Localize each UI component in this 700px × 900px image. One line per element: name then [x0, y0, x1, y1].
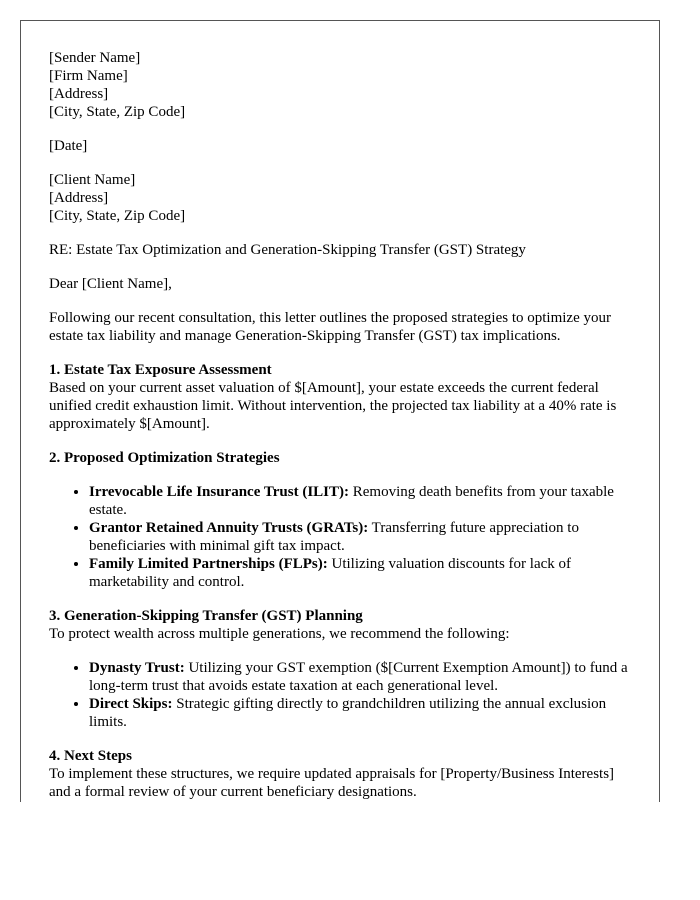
list-item	[89, 695, 631, 731]
list-item-term: Irrevocable Life Insurance Trust (ILIT):	[89, 484, 349, 500]
list-item-text: Utilizing valuation discounts for lack of marketability and control.	[89, 556, 572, 590]
sender-name: [Sender Name]	[49, 50, 141, 66]
section-optimization-strategies	[49, 449, 631, 467]
section-gst-planning	[49, 607, 631, 643]
list-item	[89, 555, 631, 591]
subject-line: RE: Estate Tax Optimization and Generation-Skipping Transfer (GST) Strategy	[49, 242, 526, 258]
client-name: [Client Name]	[49, 172, 136, 188]
salutation: Dear [Client Name],	[49, 276, 172, 292]
list-item-term: Family Limited Partnerships (FLPs):	[89, 556, 328, 572]
list-item-term: Dynasty Trust:	[89, 660, 185, 676]
list-item	[89, 519, 631, 555]
list-item-text: Removing death benefits from your taxable estate.	[89, 484, 614, 518]
gst-list	[49, 659, 631, 731]
list-item	[89, 483, 631, 519]
section-body: To implement these structures, we require updated appraisals for [Property/Business Interests] and a formal review of your current beneficiary designations.	[49, 766, 615, 800]
client-city: [City, State, Zip Code]	[49, 208, 186, 224]
sender-address: [Address]	[49, 86, 109, 102]
strategy-list	[49, 483, 631, 591]
section-body: To protect wealth across multiple generations, we recommend the following:	[49, 626, 510, 642]
letter-date: [Date]	[49, 138, 88, 154]
list-item-text: Transferring future appreciation to beneficiaries with minimal gift tax impact.	[89, 520, 579, 554]
section-title: 1. Estate Tax Exposure Assessment	[49, 362, 272, 378]
sender-firm: [Firm Name]	[49, 68, 128, 84]
list-item-term: Direct Skips:	[89, 696, 173, 712]
client-address: [Address]	[49, 190, 109, 206]
letter-content	[21, 21, 659, 801]
list-item-term: Grantor Retained Annuity Trusts (GRATs):	[89, 520, 369, 536]
section-body: Based on your current asset valuation of $[Amount], your estate exceeds the current federal unified credit exhaustion limit. Without intervention, the projected tax liability at a 40% rate is approximately $[Amount].	[49, 380, 617, 432]
section-next-steps	[49, 747, 631, 801]
section-title: 2. Proposed Optimization Strategies	[49, 450, 280, 466]
list-item-text: Strategic gifting directly to grandchildren utilizing the annual exclusion limits.	[89, 696, 607, 730]
client-block	[49, 171, 631, 225]
section-estate-tax-exposure	[49, 361, 631, 433]
sender-city: [City, State, Zip Code]	[49, 104, 186, 120]
letter-page	[20, 20, 660, 802]
section-title: 4. Next Steps	[49, 748, 132, 764]
intro-paragraph: Following our recent consultation, this letter outlines the proposed strategies to optimize your estate tax liability and manage Generation-Skipping Transfer (GST) tax implications.	[49, 310, 611, 344]
sender-block	[49, 49, 631, 121]
list-item-text: Utilizing your GST exemption ($[Current Exemption Amount]) to fund a long-term trust that avoids estate taxation at each generational level.	[89, 660, 628, 694]
list-item	[89, 659, 631, 695]
section-title: 3. Generation-Skipping Transfer (GST) Planning	[49, 608, 363, 624]
